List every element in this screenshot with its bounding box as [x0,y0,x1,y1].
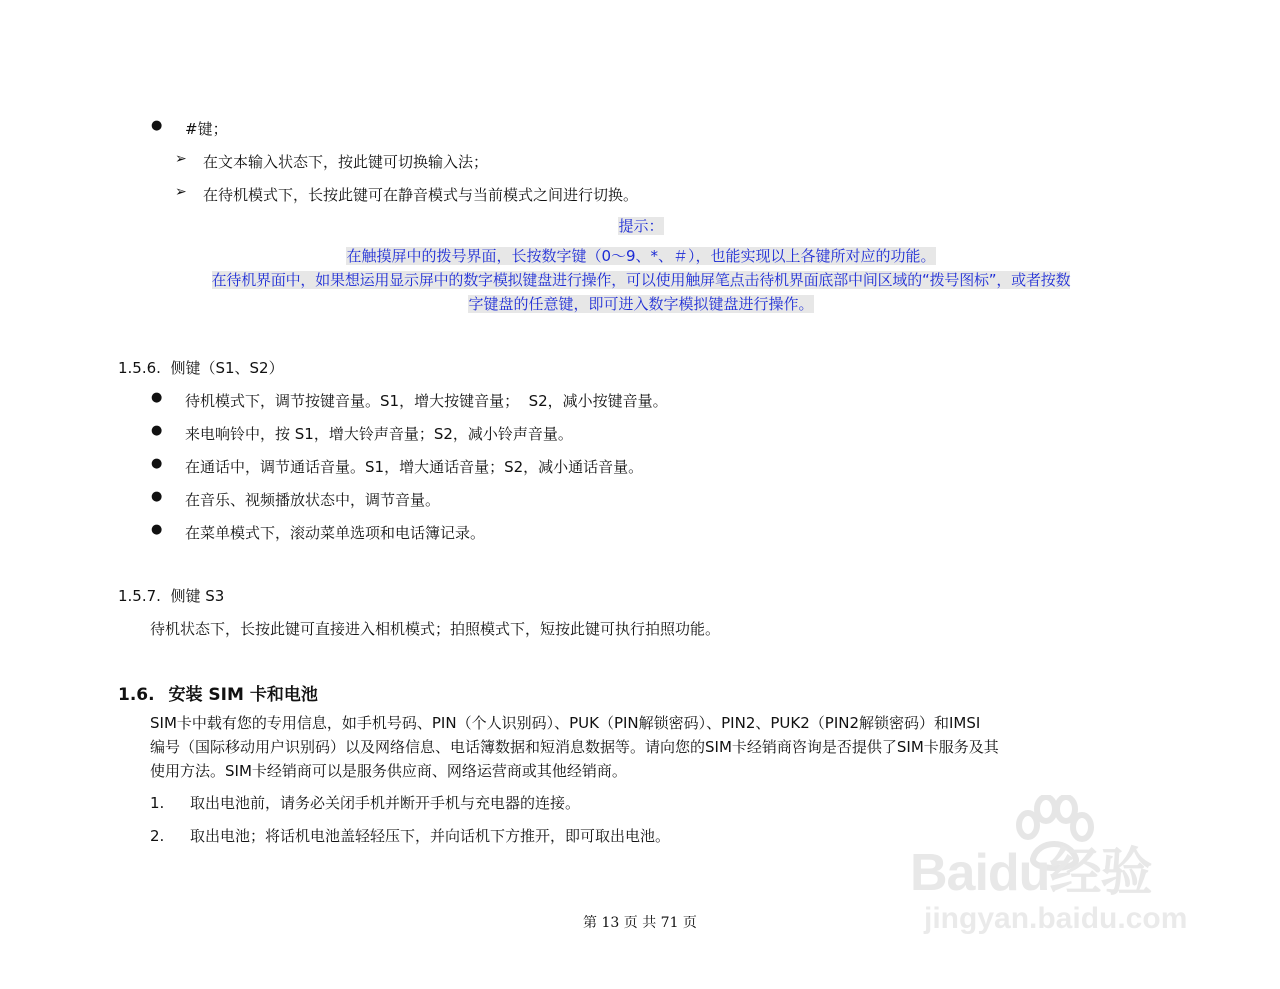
hash-key-title: #键； [185,120,228,138]
section-16-title: 安装 SIM 卡和电池 [168,685,318,705]
step-2: 2. 取出电池；将话机电池盖轻轻压下，并向话机下方推开，即可取出电池。 [150,827,671,845]
list-item: ● 来电响铃中，按 S1，增大铃声音量；S2，减小铃声音量。 [185,423,573,444]
list-item: ● 在通话中，调节通话音量。S1，增大通话音量；S2，减小通话音量。 [185,456,643,477]
arrow-icon: ➢ [175,151,187,167]
tip-line-1: 在触摸屏中的拨号界面，长按数字键（0～9、*、＃），也能实现以上各键所对应的功能。 [346,247,936,265]
tip-line-2: 在待机界面中，如果想运用显示屏中的数字模拟键盘进行操作，可以使用触屏笔点击待机界面底部中间区域的“拨号图标”，或者按数 [211,271,1071,289]
list-item: ● 在音乐、视频播放状态中，调节音量。 [185,489,440,510]
bullet-hash-key [185,118,228,139]
hash-key-item-2: ➢ 在待机模式下，长按此键可在静音模式与当前模式之间进行切换。 [175,184,639,204]
step-number: 1. [150,794,165,812]
list-item: ● 在菜单模式下，滚动菜单选项和电话簿记录。 [185,522,485,543]
section-157-heading: 1.5.7. 侧键 S3 [118,587,225,605]
section-16-number: 1.6. [118,685,155,705]
list-item: ● 待机模式下，调节按键音量。S1，增大按键音量； S2，减小按键音量。 [185,390,668,411]
section-16-heading [118,680,318,705]
sim-paragraph: SIM卡中载有您的专用信息，如手机号码、PIN（个人识别码）、PUK（PIN解锁密码）、PIN2、PUK2（PIN2解锁密码）和IMSI 编号（国际移动用户识别码）以及网络信息、电话簿数据和短消息数据等。请向您的SIM卡经销商咨询是否提供了SIM卡服务及其 使用方法。SIM卡经销商可以是服务供应商、网络运营商或其他经销商。 [150,714,999,780]
hash-key-item-1: ➢ 在文本输入状态下，按此键可切换输入法； [175,151,489,171]
step-1: 1. 取出电池前，请务必关闭手机并断开手机与充电器的连接。 [150,794,581,812]
page-footer: 第 13 页 共 71 页 [583,915,697,931]
arrow-icon: ➢ [175,184,187,200]
tip-label: 提示： [618,217,664,235]
tip-block [118,214,1164,316]
step-number: 2. [150,827,165,845]
watermark-brand: Baidu经验 [910,844,1152,902]
section-156-heading: 1.5.6. 侧键（S1、S2） [118,359,284,377]
tip-line-3: 字键盘的任意键，即可进入数字模拟键盘进行操作。 [468,295,814,313]
section-157-body: 待机状态下，长按此键可直接进入相机模式；拍照模式下，短按此键可执行拍照功能。 [150,620,721,638]
watermark-url: jingyan.baidu.com [924,902,1188,935]
